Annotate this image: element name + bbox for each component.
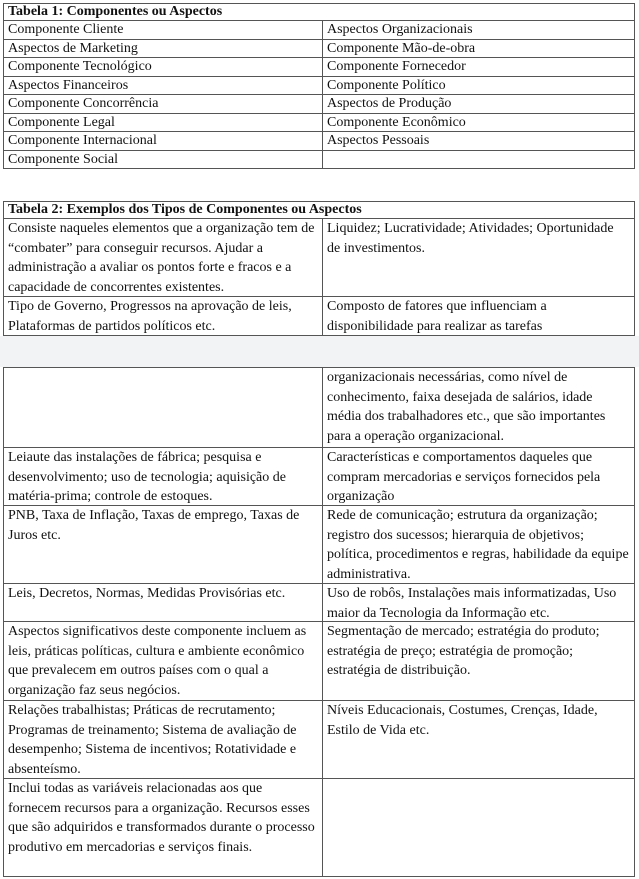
table-cell: Tipo de Governo, Progressos na aprovação de leis, Plataformas de partidos políticos etc. <box>4 297 323 335</box>
table-cell: Composto de fatores que influenciam a disponibilidade para realizar as tarefas <box>327 299 547 334</box>
table-row <box>4 368 634 448</box>
table-cell <box>4 368 323 447</box>
table-cell: Rede de comunicação; estrutura da organização; registro dos sucessos; hierarquia de objetivos; política, procedimentos e regras, habilidade da equipe administrativa. <box>327 508 629 582</box>
page-break-band <box>0 336 639 367</box>
table-cell: Componente Mão-de-obra <box>327 40 476 56</box>
table-row <box>4 701 634 779</box>
table-row <box>4 95 634 114</box>
table-cell: Relações trabalhistas; Práticas de recrutamento; Programas de treinamento; Sistema de avaliação de desempenho; Sistema de incentivos; Rotatividade e absenteísmo. <box>4 701 323 778</box>
table-row <box>4 151 634 169</box>
table-cell: Componente Tecnológico <box>4 58 323 76</box>
table-cell: Componente Econômico <box>327 114 466 130</box>
table-row <box>4 219 634 297</box>
table-1 <box>3 3 635 169</box>
table-cell: Componente Internacional <box>4 132 323 150</box>
table-2-continued <box>3 367 635 877</box>
table-1-title: Tabela 1: Componentes ou Aspectos <box>4 4 634 21</box>
table-cell: Uso de robôs, Instalações mais informatizadas, Uso maior da Tecnologia da Informação etc. <box>327 586 617 621</box>
table-cell: Aspectos Organizacionais <box>327 22 473 37</box>
table-cell: Aspectos Pessoais <box>327 133 430 148</box>
table-row <box>4 297 634 335</box>
table-cell: Liquidez; Lucratividade; Atividades; Oportunidade de investimentos. <box>327 221 614 256</box>
table-row <box>4 622 634 701</box>
table-row <box>4 21 634 40</box>
table-cell: organizacionais necessárias, como nível de conhecimento, faixa desejada de salários, idade média dos trabalhadores etc., que são importantes para a operação organizacional. <box>327 370 606 444</box>
table-cell: Componente Cliente <box>4 21 323 39</box>
table-cell: Consiste naqueles elementos que a organização tem de “combater” para conseguir recursos. Ajudar a administração a avaliar os pontos forte e fracos e a capacidade de concorrentes existentes. <box>4 219 323 296</box>
table-cell: PNB, Taxa de Inflação, Taxas de emprego, Taxas de Juros etc. <box>4 506 323 583</box>
table-cell: Níveis Educacionais, Costumes, Crenças, Idade, Estilo de Vida etc. <box>327 703 598 738</box>
table-cell: Leis, Decretos, Normas, Medidas Provisórias etc. <box>4 584 323 621</box>
table-row <box>4 506 634 584</box>
table-row <box>4 584 634 622</box>
table-cell: Características e comportamentos daqueles que compram mercadorias e serviços fornecidos pela organização <box>327 450 601 504</box>
table-cell: Componente Fornecedor <box>327 59 466 74</box>
table-cell: Componente Político <box>327 77 446 93</box>
table-row <box>4 132 634 151</box>
table-row <box>4 40 634 59</box>
table-cell: Componente Social <box>4 151 323 169</box>
table-cell: Componente Concorrência <box>4 95 323 113</box>
table-cell: Segmentação de mercado; estratégia do produto; estratégia de preço; estratégia de promoção; estratégia de distribuição. <box>327 624 600 678</box>
table-cell: Aspectos de Produção <box>327 96 452 111</box>
table-row <box>4 779 634 876</box>
table-2-title: Tabela 2: Exemplos dos Tipos de Componentes ou Aspectos <box>4 202 634 219</box>
table-cell: Aspectos significativos deste componente incluem as leis, práticas políticas, cultura e ambiente econômico que prevalecem em outros países com o qual a organização faz seus negócios. <box>4 622 323 700</box>
table-cell <box>323 779 634 876</box>
table-row <box>4 448 634 506</box>
table-cell <box>323 151 634 169</box>
table-cell: Leiaute das instalações de fábrica; pesquisa e desenvolvimento; uso de tecnologia; aquisição de matéria-prima; controle de estoques. <box>4 448 323 505</box>
table-row <box>4 77 634 96</box>
table-cell: Componente Legal <box>4 114 323 132</box>
table-row <box>4 58 634 77</box>
table-2 <box>3 201 635 336</box>
table-cell: Aspectos Financeiros <box>4 77 323 95</box>
table-row <box>4 114 634 133</box>
table-cell: Aspectos de Marketing <box>4 40 323 58</box>
table-cell: Inclui todas as variáveis relacionadas aos que fornecem recursos para a organização. Recursos esses que são adquiridos e transformados durante o processo produtivo em mercadorias e serviços finais. <box>4 779 323 876</box>
